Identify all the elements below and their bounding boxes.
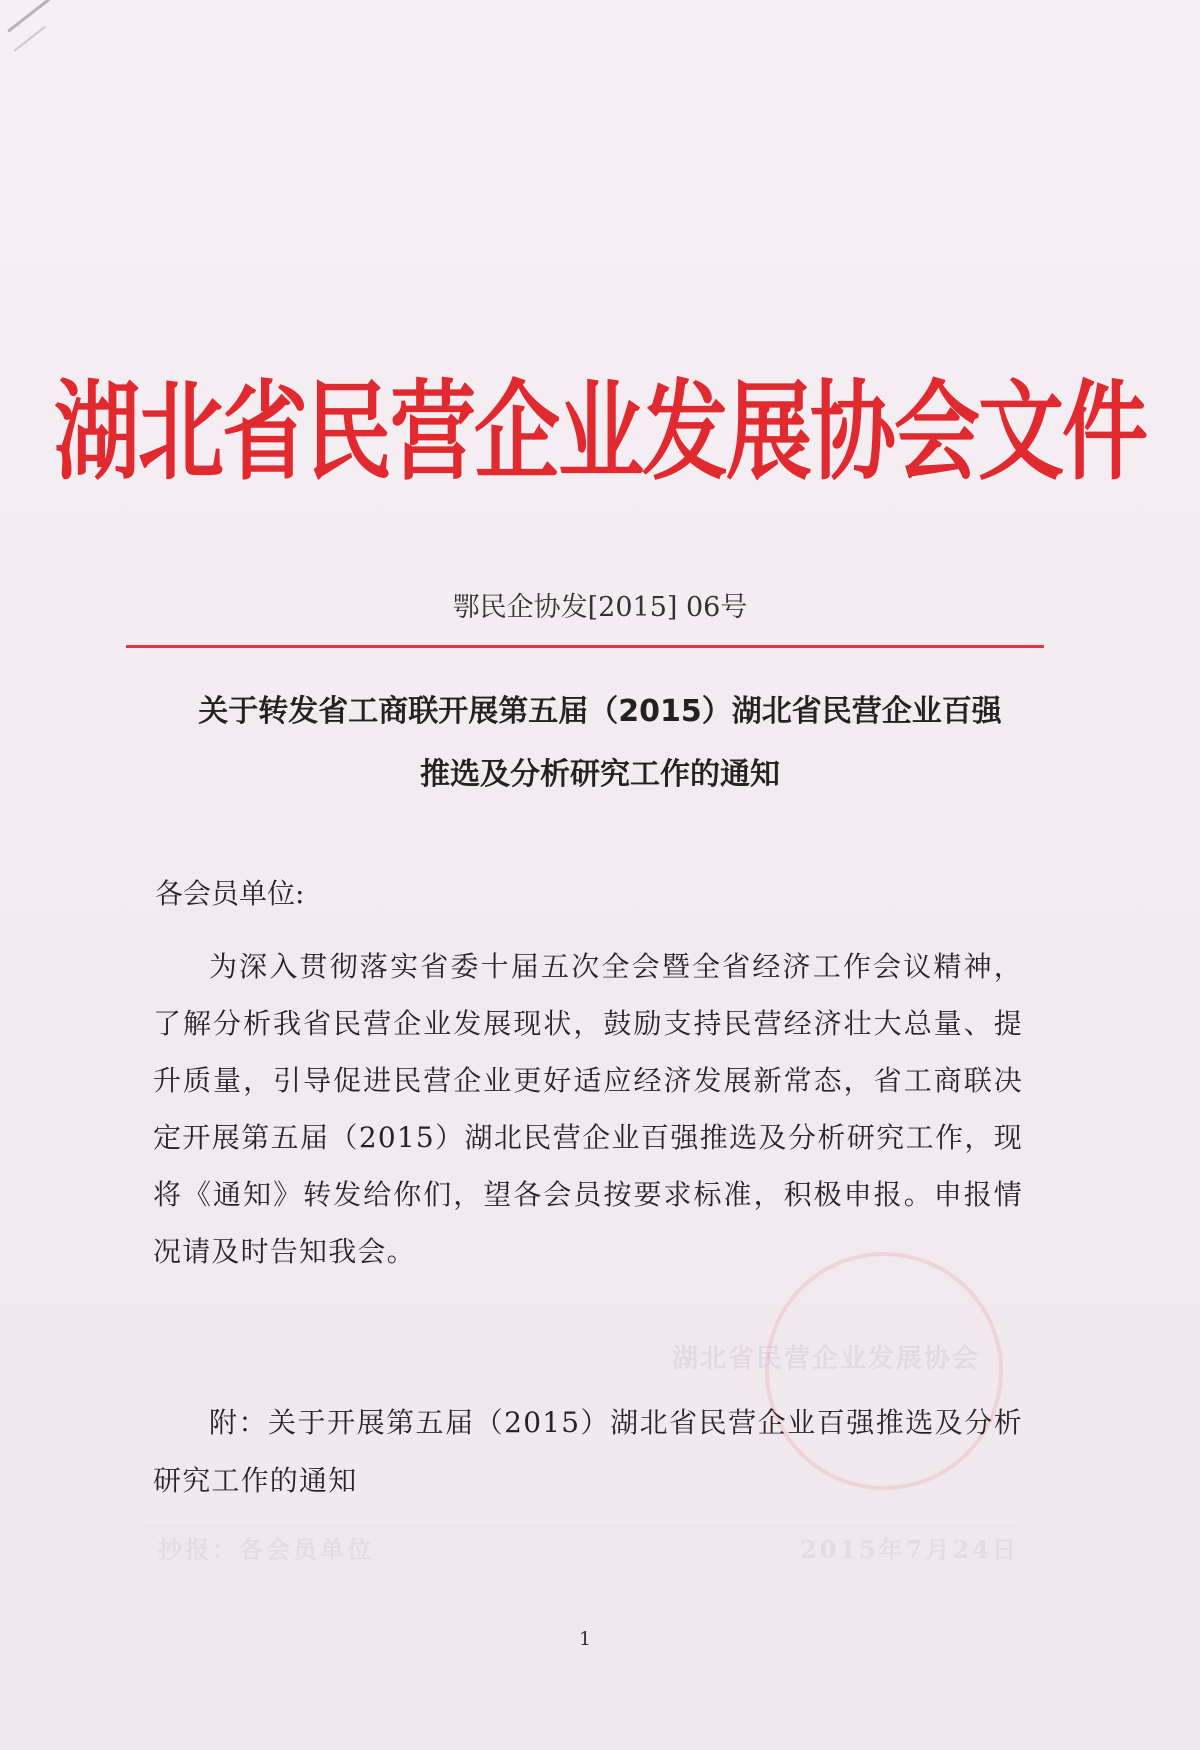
- document-title-line-1: 关于转发省工商联开展第五届（2015）湖北省民营企业百强: [198, 694, 1002, 729]
- attachment-note: 附：关于开展第五届（2015）湖北省民营企业百强推选及分析研究工作的通知: [153, 1406, 1023, 1497]
- staple-mark: [7, 0, 53, 33]
- document-title: [130, 680, 1070, 806]
- red-divider-line: [126, 645, 1044, 648]
- page-number: 1: [578, 1628, 592, 1650]
- staple-mark-shadow: [13, 26, 46, 52]
- issuer-header-title: 湖北省民营企业发展协会文件: [54, 370, 1146, 495]
- salutation: 各会员单位:: [155, 877, 305, 910]
- faint-date: 2015年7月24日: [800, 1535, 1019, 1564]
- faint-seal-text: 湖北省民营企业发展协会: [672, 1344, 981, 1374]
- faint-cc-line: 抄报：各会员单位: [158, 1535, 374, 1564]
- document-number: 鄂民企协发[2015] 06号: [452, 592, 748, 623]
- document-title-line-2: 推选及分析研究工作的通知: [420, 757, 780, 792]
- body-paragraph: 为深入贯彻落实省委十届五次全会暨全省经济工作会议精神，了解分析我省民营企业发展现状，鼓励支持民营经济壮大总量、提升质量，引导促进民营企业更好适应经济发展新常态，省工商联决定开展第五届（2015）湖北民营企业百强推选及分析研究工作，现将《通知》转发给你们，望各会员按要求标准，积极申报。申报情况请及时告知我会。: [153, 950, 1023, 1268]
